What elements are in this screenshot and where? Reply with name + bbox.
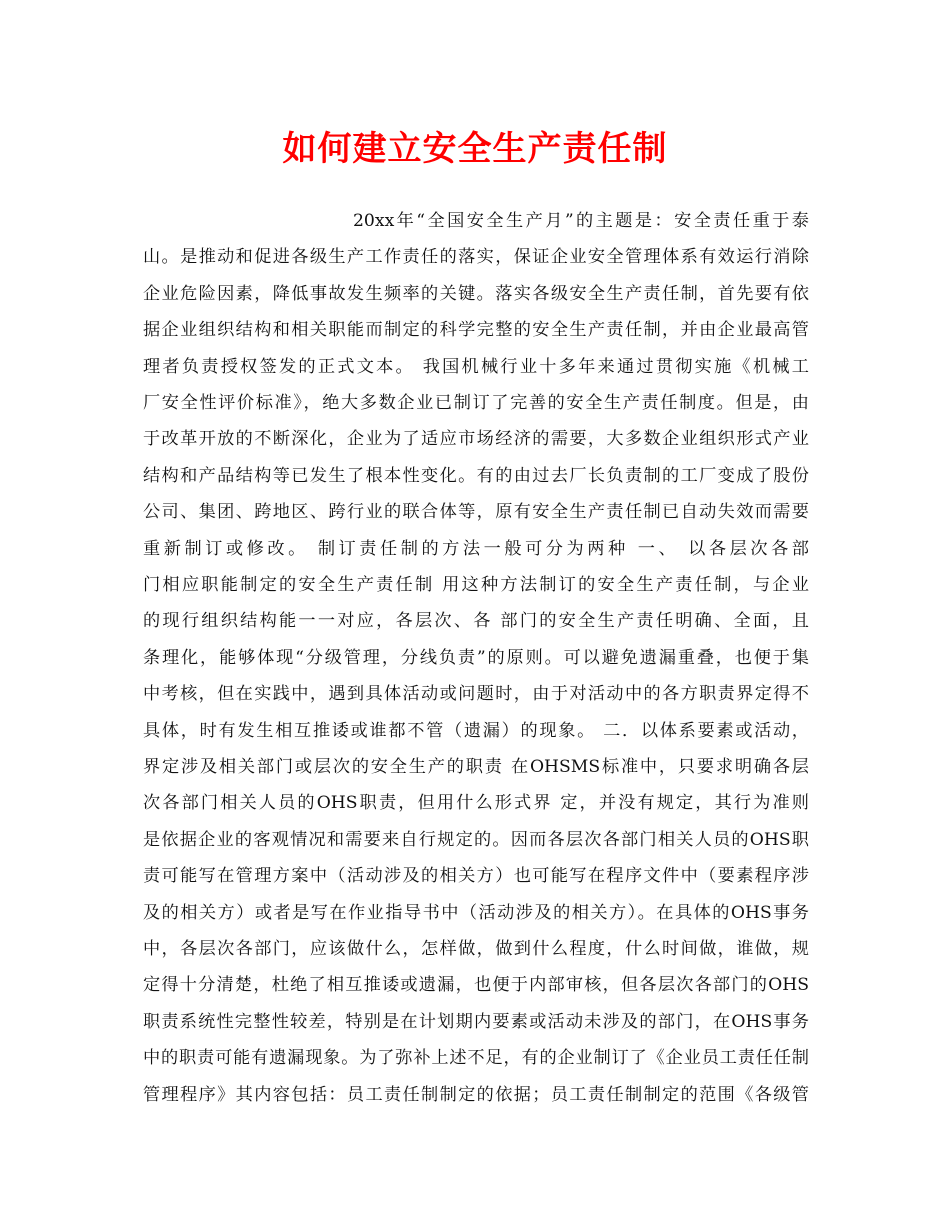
body-line-18: 是依据企业的客观情况和需要来自行规定的。因而各层次各部门相关人员的OHS职: [143, 829, 809, 850]
body-line-23: 职责系统性完整性较差，特别是在计划期内要素或活动未涉及的部门，在OHS事务: [143, 1011, 809, 1032]
body-line-21: 中，各层次各部门，应该做什么，怎样做，做到什么程度，什么时间做，谁做，规: [143, 939, 809, 959]
body-line-1: 20xx年“全国安全生产月”的主题是：安全责任重于泰: [353, 211, 809, 231]
body-line-6: 厂安全性评价标准》，绝大多数企业已制订了完善的安全生产责任制度。但是，由: [143, 393, 809, 413]
body-line-13: 条理化，能够体现“分级管理，分线负责”的原则。可以避免遗漏重叠，也便于集: [143, 647, 809, 668]
body-line-14: 中考核，但在实践中，遇到具体活动或问题时，由于对活动中的各方职责界定得不: [143, 684, 809, 705]
body-line-24: 中的职责可能有遗漏现象。为了弥补上述不足，有的企业制订了《企业员工责任任制: [143, 1048, 809, 1069]
body-line-11: 门相应职能制定的安全生产责任制 用这种方法制订的安全生产责任制，与企业: [143, 575, 809, 595]
body-line-25: 管理程序》其内容包括：员工责任制制定的依据；员工责任制制定的范围《各级管: [143, 1084, 809, 1105]
body-line-4: 据企业组织结构和相关职能而制定的科学完整的安全生产责任制，并由企业最高管: [143, 320, 809, 341]
body-line-17: 次各部门相关人员的OHS职责，但用什么形式界 定，并没有规定，其行为准则: [143, 793, 809, 814]
body-line-2: 山。是推动和促进各级生产工作责任的落实，保证企业安全管理体系有效运行消除: [143, 247, 809, 268]
body-line-9: 公司、集团、跨地区、跨行业的联合体等，原有安全生产责任制已自动失效而需要: [143, 502, 809, 523]
body-line-12: 的现行组织结构能一一对应，各层次、各 部门的安全生产责任明确、全面，且: [143, 611, 809, 632]
body-line-7: 于改革开放的不断深化，企业为了适应市场经济的需要，大多数企业组织形式产业: [143, 429, 809, 450]
body-line-5: 理者负责授权签发的正式文本。 我国机械行业十多年来通过贯彻实施《机械工: [143, 356, 809, 377]
body-line-10: 重新制订或修改。 制订责任制的方法一般可分为两种 一、 以各层次各部: [143, 538, 809, 559]
body-line-19: 责可能写在管理方案中（活动涉及的相关方）也可能写在程序文件中（要素程序涉: [143, 866, 809, 887]
body-line-20: 及的相关方）或者是写在作业指导书中（活动涉及的相关方）。在具体的OHS事务: [143, 902, 809, 923]
body-line-22: 定得十分清楚，杜绝了相互推诿或遗漏，也便于内部审核，但各层次各部门的OHS: [143, 975, 809, 996]
body-line-3: 企业危险因素，降低事故发生频率的关键。落实各级安全生产责任制，首先要有依: [143, 283, 809, 304]
body-line-8: 结构和产品结构等已发生了根本性变化。有的由过去厂长负责制的工厂变成了股份: [143, 465, 809, 486]
body-line-16: 界定涉及相关部门或层次的安全生产的职责 在OHSMS标准中，只要求明确各层: [143, 757, 809, 777]
document-title: 如何建立安全生产责任制: [282, 129, 668, 169]
body-line-15: 具体，时有发生相互推诿或谁都不管（遗漏）的现象。 二．以体系要素或活动，: [143, 720, 809, 741]
